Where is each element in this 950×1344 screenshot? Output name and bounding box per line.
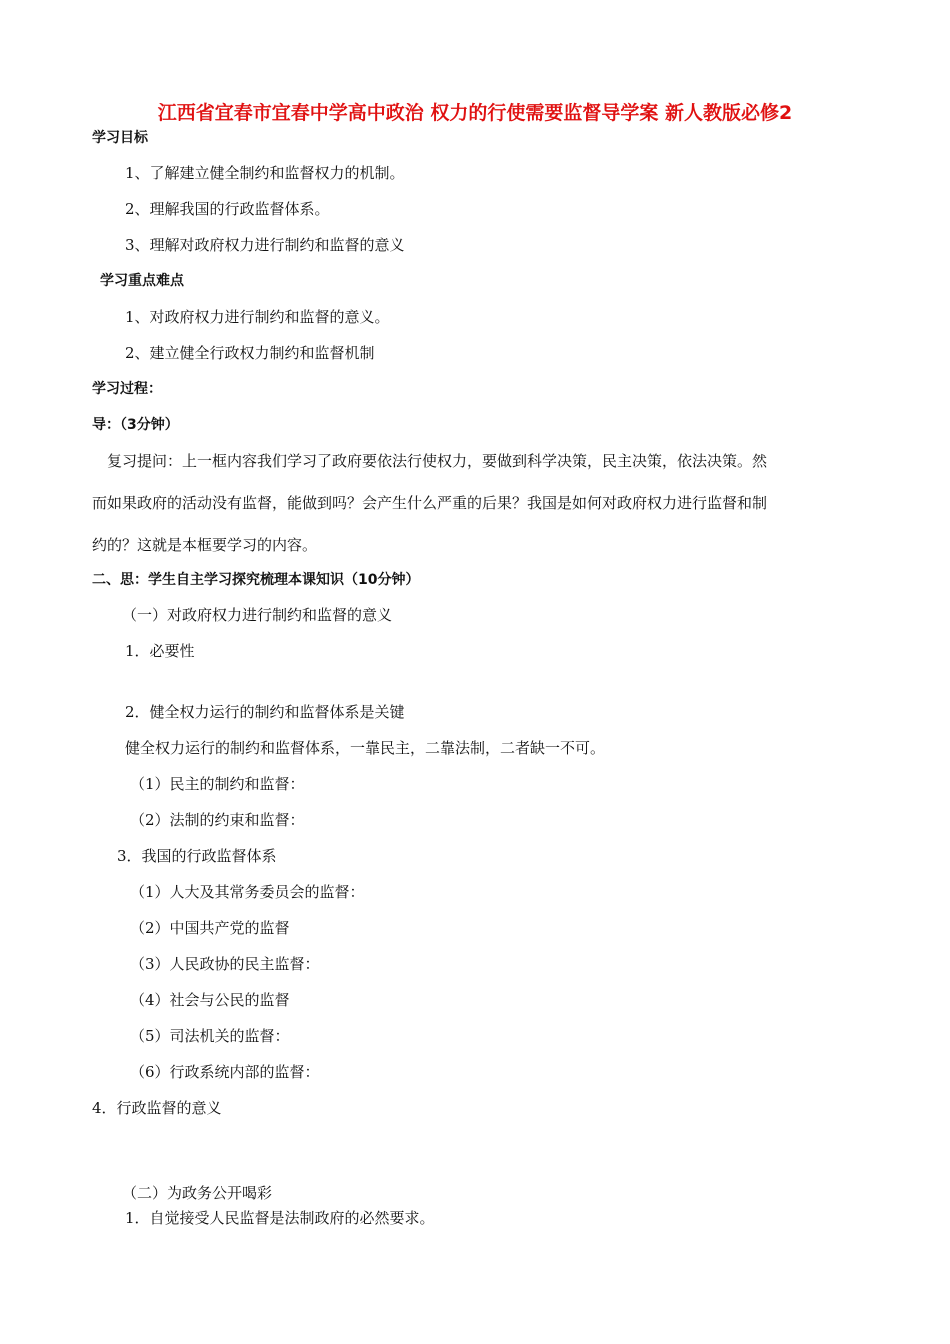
page-title: 江西省宜春市宜春中学高中政治 权力的行使需要监督导学案 新人教版必修2	[157, 102, 793, 124]
part1-item-2: 2．健全权力运行的制约和监督体系是关键	[125, 703, 405, 721]
guide-paragraph-line-3: 约的？这就是本框要学习的内容。	[92, 536, 318, 554]
part1-item-3: 3．我国的行政监督体系	[117, 847, 277, 865]
part1-item-3-sub-2: （2）中国共产党的监督	[130, 919, 290, 937]
objective-item-3: 3、理解对政府权力进行制约和监督的意义	[125, 236, 405, 254]
part1-heading: （一）对政府权力进行制约和监督的意义	[122, 606, 393, 624]
part1-item-3-sub-4: （4）社会与公民的监督	[130, 991, 290, 1009]
part1-item-2-text: 健全权力运行的制约和监督体系，一靠民主，二靠法制，二者缺一不可。	[125, 739, 606, 757]
objective-item-2: 2、理解我国的行政监督体系。	[125, 200, 330, 218]
part1-item-3-sub-5: （5）司法机关的监督：	[130, 1027, 290, 1045]
process-heading: 学习过程：	[92, 381, 162, 397]
part2-heading: （二）为政务公开喝彩	[122, 1184, 273, 1202]
key-points-heading: 学习重点难点	[100, 273, 184, 289]
guide-paragraph-line-1: 复习提问：上一框内容我们学习了政府要依法行使权力，要做到科学决策，民主决策，依法决策。然	[107, 452, 768, 470]
part1-item-3-sub-1: （1）人大及其常务委员会的监督：	[130, 883, 365, 901]
section2-heading: 二、思：学生自主学习探究梳理本课知识（10分钟）	[92, 572, 420, 588]
part1-item-3-sub-6: （6）行政系统内部的监督：	[130, 1063, 320, 1081]
part1-item-3-sub-3: （3）人民政协的民主监督：	[130, 955, 320, 973]
part1-item-2-sub-2: （2）法制的约束和监督：	[130, 811, 305, 829]
key-point-item-1: 1、对政府权力进行制约和监督的意义。	[125, 308, 390, 326]
part2-item-1: 1．自觉接受人民监督是法制政府的必然要求。	[125, 1209, 435, 1227]
guide-heading: 导：（3分钟）	[92, 417, 179, 433]
guide-paragraph-line-2: 而如果政府的活动没有监督，能做到吗？会产生什么严重的后果？我国是如何对政府权力进行监督和制	[92, 494, 768, 512]
part1-item-2-sub-1: （1）民主的制约和监督：	[130, 775, 305, 793]
part1-item-1: 1．必要性	[125, 642, 195, 660]
objectives-heading: 学习目标	[92, 130, 148, 146]
part1-item-4: 4．行政监督的意义	[92, 1099, 222, 1117]
key-point-item-2: 2、建立健全行政权力制约和监督机制	[125, 344, 375, 362]
objective-item-1: 1、了解建立健全制约和监督权力的机制。	[125, 164, 405, 182]
